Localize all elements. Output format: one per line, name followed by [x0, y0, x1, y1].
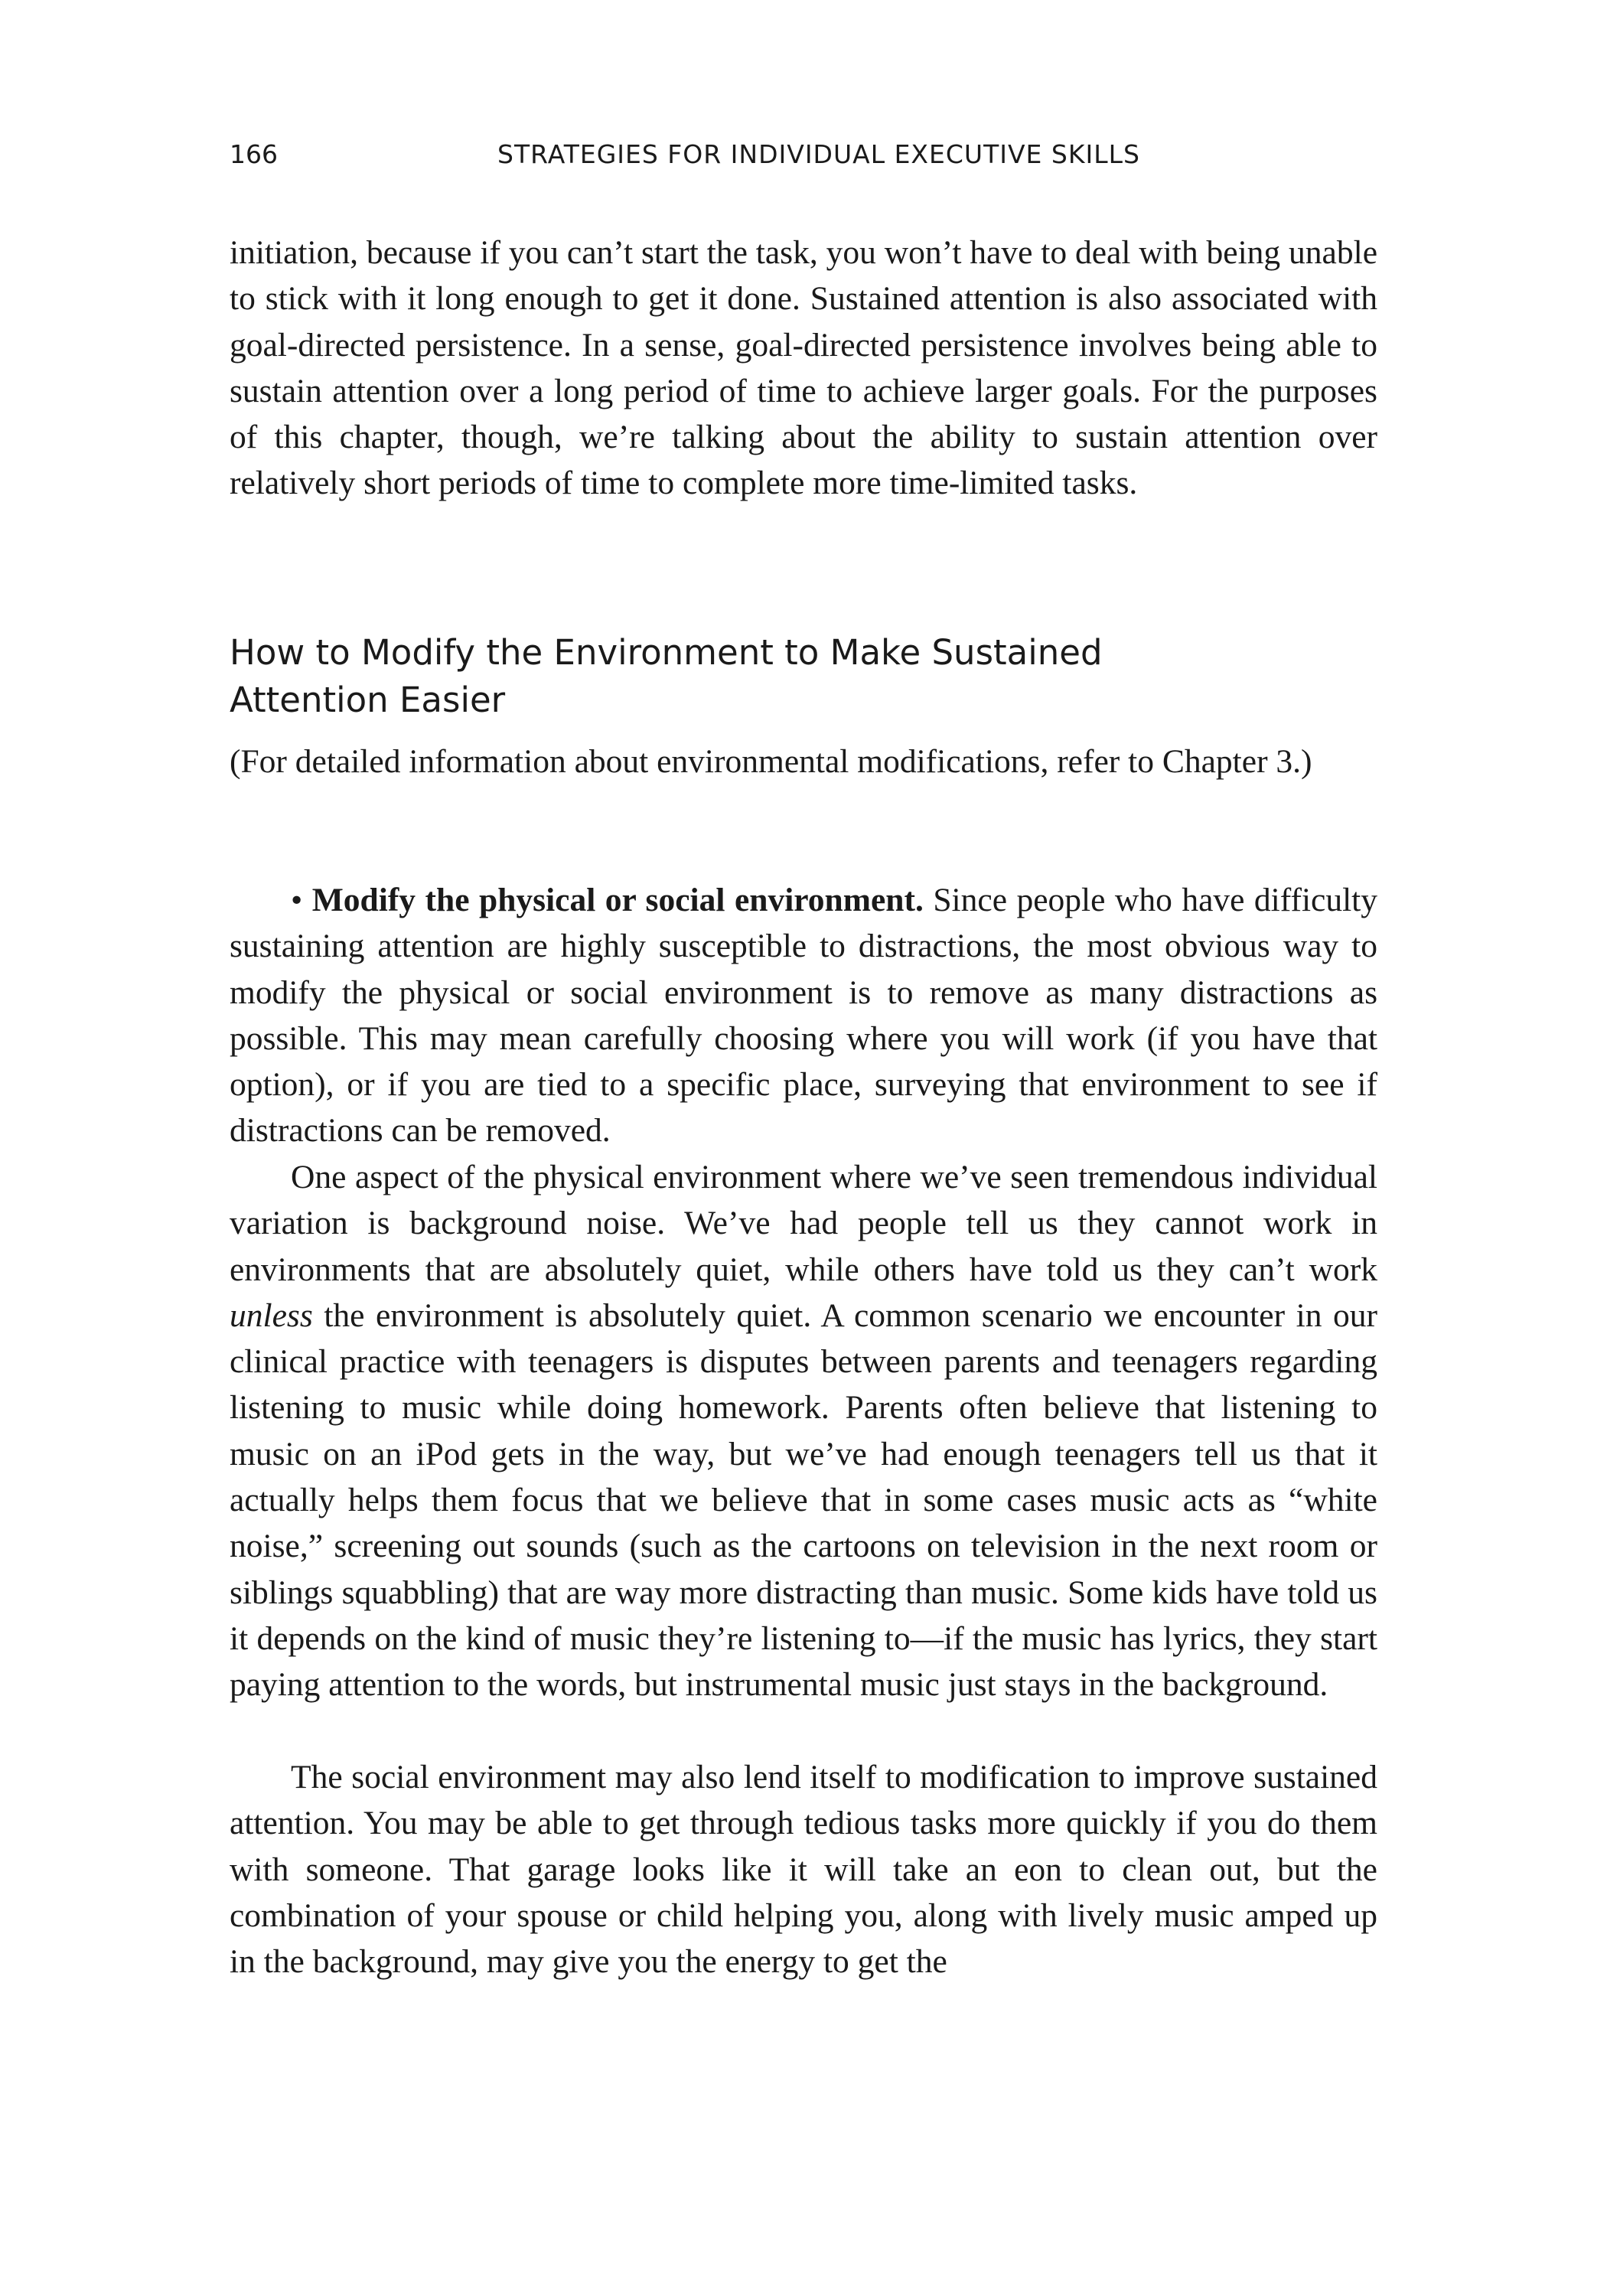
paragraph-2-text-a: One aspect of the physical environment where we’ve seen tremendous individual variation is background noise. We’ve had people tell us they cannot work in environments that are absolutely quiet, while others have told us they can’t work [230, 1159, 1377, 1288]
page-number: 166 [230, 139, 278, 169]
running-title: STRATEGIES FOR INDIVIDUAL EXECUTIVE SKILLS [497, 139, 1140, 169]
bullet-item [230, 877, 1377, 1154]
paragraph-2-text-b: the environment is absolutely quiet. A common scenario we encounter in our clinical practice with teenagers is disputes between parents and teenagers regarding listening to music while doing homework. Parents often believe that listening to music on an iPod gets in the way, but we’ve had enough teenagers tell us that it actually helps them focus that we believe that in some cases music acts as “white noise,” screening out sounds (such as the cartoons on television in the next room or siblings squabbling) that are way more distracting than music. Some kids have told us it depends on the kind of music they’re listening to—if the music has lyrics, they start paying attention to the words, but instrumental music just stays in the background. [230, 1296, 1378, 1704]
bullet-symbol: • [291, 882, 303, 918]
body-paragraph-1: initiation, because if you can’t start the task, you won’t have to deal with being unable to stick with it long enough to get it done. Sustained attention is also associated with goal-directed persistence. In a sense, goal-directed persistence involves being able to sustain attention over a long period of time to achieve larger goals. For the purposes of this chapter, though, we’re talking about the ability to sustain attention over relatively short periods of time to complete more time-limited tasks. [230, 234, 1377, 502]
section-heading-line-2: Attention Easier [230, 680, 506, 720]
emphasis-word: unless [230, 1296, 313, 1334]
reference-note: (For detailed information about environmental modifications, refer to Chapter 3.) [230, 743, 1312, 780]
section-heading-line-1: How to Modify the Environment to Make Sustained [230, 632, 1103, 673]
body-paragraph-2 [230, 1154, 1377, 1708]
bullet-text: Since people who have difficulty sustaining attention are highly susceptible to distractions, the most obvious way to modify the physical or social environment is to remove as many distractions as possible. This may mean carefully choosing where you will work (if you have that option), or if you are tied to a specific place, surveying that environment to see if distractions can be removed. [230, 882, 1378, 1150]
bullet-lead: Modify the physical or social environment. [311, 882, 924, 918]
section-heading [230, 629, 1377, 724]
body-paragraph-3: The social environment may also lend itself to modification to improve sustained attention. You may be able to get through tedious tasks more quickly if you do them with someone. That garage looks like it will take an eon to clean out, but the combination of your spouse or child helping you, along with lively music amped up in the background, may give you the energy to get the [230, 1759, 1377, 1981]
running-head [230, 138, 1377, 171]
